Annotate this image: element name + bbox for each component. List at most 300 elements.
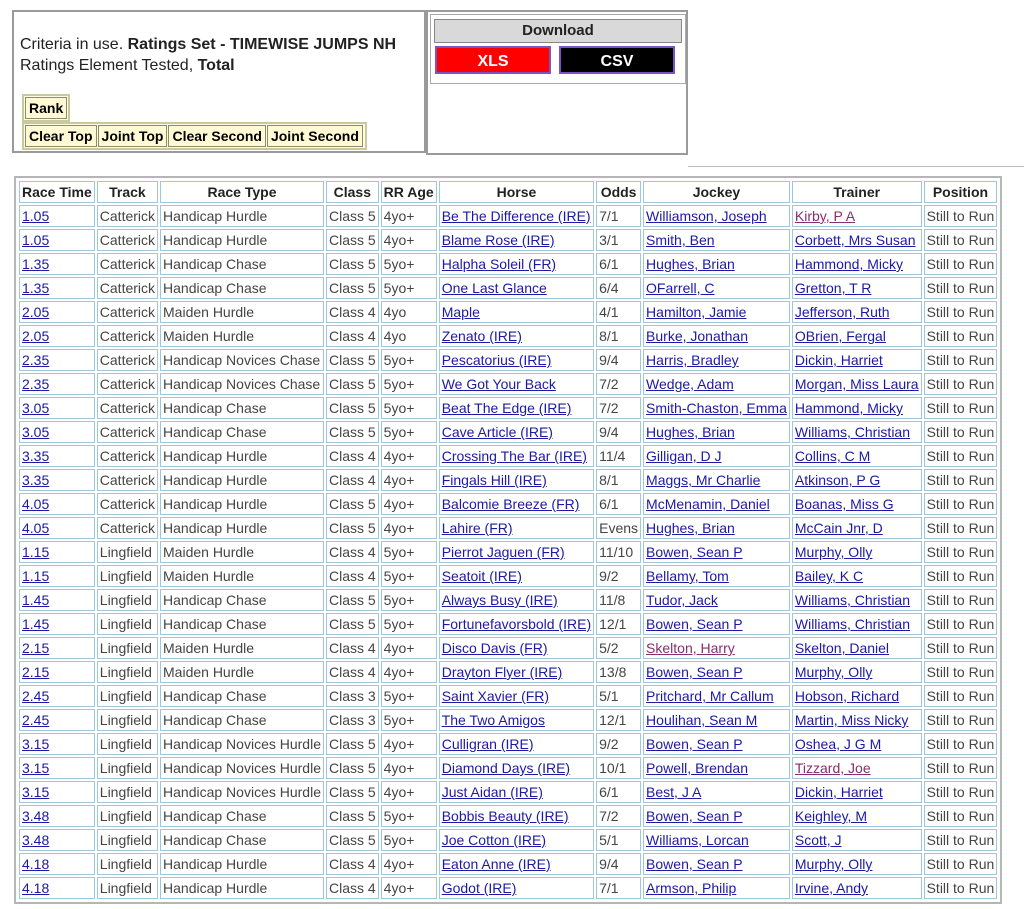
race-time-link[interactable]: 1.45 xyxy=(22,616,50,632)
race-type-cell: Handicap Hurdle xyxy=(160,853,324,875)
jockey-link[interactable]: Bowen, Sean P xyxy=(646,856,743,872)
horse-link[interactable]: Crossing The Bar (IRE) xyxy=(441,448,587,464)
horse-link[interactable]: Eaton Anne (IRE) xyxy=(441,856,551,872)
jockey-link[interactable]: Best, J A xyxy=(646,784,702,800)
trainer-link[interactable]: Gretton, T R xyxy=(794,280,872,296)
track-cell: Catterick xyxy=(97,253,158,275)
jockey-link[interactable]: Hughes, Brian xyxy=(646,256,735,272)
race-type-cell: Maiden Hurdle xyxy=(160,637,324,659)
download-title: Download xyxy=(434,19,682,43)
horse-link[interactable]: Halpha Soleil (FR) xyxy=(441,256,557,272)
jockey-link[interactable]: Bowen, Sean P xyxy=(646,736,743,752)
column-header-position: Position xyxy=(924,181,998,203)
odds-cell: 8/1 xyxy=(596,325,641,347)
horse-link[interactable]: Bobbis Beauty (IRE) xyxy=(441,808,569,824)
jockey-link[interactable]: Tudor, Jack xyxy=(646,592,718,608)
trainer-link[interactable]: Scott, J xyxy=(794,832,842,848)
horse-link[interactable]: The Two Amigos xyxy=(441,712,545,728)
jockey-link[interactable]: Bowen, Sean P xyxy=(646,544,743,560)
trainer-cell xyxy=(792,757,922,779)
trainer-link[interactable]: Atkinson, P G xyxy=(794,472,881,488)
race-type-cell: Maiden Hurdle xyxy=(160,301,324,323)
criteria-text xyxy=(20,34,396,76)
position-cell: Still to Run xyxy=(924,565,998,587)
race-time-cell xyxy=(19,229,95,251)
track-cell: Lingfield xyxy=(97,829,158,851)
race-time-cell xyxy=(19,829,95,851)
jockey-link[interactable]: McMenamin, Daniel xyxy=(646,496,770,512)
trainer-link[interactable]: Oshea, J G M xyxy=(794,736,882,752)
race-type-cell: Handicap Novices Hurdle xyxy=(160,781,324,803)
track-cell: Lingfield xyxy=(97,661,158,683)
race-type-cell: Handicap Chase xyxy=(160,709,324,731)
table-row xyxy=(19,205,997,227)
trainer-cell xyxy=(792,805,922,827)
jockey-link[interactable]: Burke, Jonathan xyxy=(646,328,749,344)
results-table xyxy=(17,179,999,901)
column-header-horse: Horse xyxy=(439,181,594,203)
jockey-cell xyxy=(643,421,790,443)
odds-cell: 7/2 xyxy=(596,397,641,419)
race-time-cell xyxy=(19,805,95,827)
trainer-link[interactable]: Irvine, Andy xyxy=(794,880,869,896)
race-time-link[interactable]: 3.48 xyxy=(22,808,50,824)
table-row xyxy=(19,445,997,467)
class-cell: Class 5 xyxy=(326,493,379,515)
horse-link[interactable]: Joe Cotton (IRE) xyxy=(441,832,546,848)
race-time-link[interactable]: 1.35 xyxy=(22,256,50,272)
horse-link[interactable]: Be The Difference (IRE) xyxy=(441,208,591,224)
table-row xyxy=(19,613,997,635)
rr-age-cell: 4yo xyxy=(381,325,437,347)
rr-age-cell: 4yo+ xyxy=(381,229,437,251)
rr-age-cell: 4yo+ xyxy=(381,517,437,539)
race-time-cell xyxy=(19,325,95,347)
jockey-link[interactable]: OFarrell, C xyxy=(646,280,715,296)
track-cell: Lingfield xyxy=(97,685,158,707)
position-cell: Still to Run xyxy=(924,277,998,299)
trainer-link[interactable]: Williams, Christian xyxy=(794,424,910,440)
horse-link[interactable]: Pescatorius (IRE) xyxy=(441,352,552,368)
horse-cell xyxy=(439,445,594,467)
race-time-cell xyxy=(19,277,95,299)
trainer-link[interactable]: Murphy, Olly xyxy=(794,856,873,872)
horse-link[interactable]: Seatoit (IRE) xyxy=(441,568,522,584)
trainer-link[interactable]: Hammond, Micky xyxy=(794,256,904,272)
race-type-cell: Handicap Hurdle xyxy=(160,445,324,467)
column-header-odds: Odds xyxy=(596,181,641,203)
jockey-link[interactable]: Hughes, Brian xyxy=(646,424,735,440)
horse-cell xyxy=(439,253,594,275)
horse-link[interactable]: Pierrot Jaguen (FR) xyxy=(441,544,565,560)
trainer-link[interactable]: Morgan, Miss Laura xyxy=(794,376,919,392)
odds-cell: 11/4 xyxy=(596,445,641,467)
table-row xyxy=(19,661,997,683)
horse-cell xyxy=(439,541,594,563)
jockey-link[interactable]: Hughes, Brian xyxy=(646,520,735,536)
trainer-link[interactable]: Collins, C M xyxy=(794,448,871,464)
race-type-cell: Handicap Chase xyxy=(160,805,324,827)
horse-cell xyxy=(439,733,594,755)
trainer-link[interactable]: Williams, Christian xyxy=(794,592,910,608)
trainer-link[interactable]: Boanas, Miss G xyxy=(794,496,894,512)
trainer-cell xyxy=(792,469,922,491)
race-time-link[interactable]: 4.05 xyxy=(22,520,50,536)
race-time-link[interactable]: 2.05 xyxy=(22,328,50,344)
jockey-link[interactable]: Armson, Philip xyxy=(646,880,737,896)
race-time-link[interactable]: 4.18 xyxy=(22,880,50,896)
race-type-cell: Handicap Chase xyxy=(160,685,324,707)
race-time-link[interactable]: 1.45 xyxy=(22,592,50,608)
track-cell: Catterick xyxy=(97,397,158,419)
jockey-cell xyxy=(643,661,790,683)
table-row xyxy=(19,853,997,875)
download-inner xyxy=(430,14,686,84)
table-row xyxy=(19,877,997,899)
table-row xyxy=(19,469,997,491)
race-time-cell xyxy=(19,757,95,779)
position-cell: Still to Run xyxy=(924,445,998,467)
odds-cell: 11/10 xyxy=(596,541,641,563)
position-cell: Still to Run xyxy=(924,829,998,851)
element-value: Total xyxy=(197,57,235,74)
jockey-cell xyxy=(643,445,790,467)
trainer-link[interactable]: Murphy, Olly xyxy=(794,544,873,560)
race-time-link[interactable]: 1.35 xyxy=(22,280,50,296)
track-cell: Lingfield xyxy=(97,565,158,587)
jockey-link[interactable]: Maggs, Mr Charlie xyxy=(646,472,761,488)
trainer-link[interactable]: OBrien, Fergal xyxy=(794,328,886,344)
jockey-link[interactable]: Pritchard, Mr Callum xyxy=(646,688,774,704)
jockey-cell xyxy=(643,205,790,227)
horse-link[interactable]: Fortunefavorsbold (IRE) xyxy=(441,616,592,632)
horse-link[interactable]: Beat The Edge (IRE) xyxy=(441,400,572,416)
rr-age-cell: 4yo+ xyxy=(381,877,437,899)
jockey-link[interactable]: Wedge, Adam xyxy=(646,376,734,392)
jockey-link[interactable]: Bellamy, Tom xyxy=(646,568,729,584)
position-cell: Still to Run xyxy=(924,373,998,395)
csv-download-button[interactable]: CSV xyxy=(559,46,675,74)
horse-link[interactable]: Zenato (IRE) xyxy=(441,328,522,344)
rr-age-cell: 5yo+ xyxy=(381,709,437,731)
trainer-link[interactable]: McCain Jnr, D xyxy=(794,520,883,536)
trainer-cell xyxy=(792,277,922,299)
track-cell: Catterick xyxy=(97,493,158,515)
position-cell: Still to Run xyxy=(924,205,998,227)
race-time-cell xyxy=(19,637,95,659)
race-time-cell xyxy=(19,877,95,899)
criteria-panel xyxy=(12,10,426,153)
race-time-cell xyxy=(19,781,95,803)
odds-cell: 10/1 xyxy=(596,757,641,779)
rr-age-cell: 5yo+ xyxy=(381,805,437,827)
jockey-cell xyxy=(643,493,790,515)
jockey-link[interactable]: Bowen, Sean P xyxy=(646,808,743,824)
horse-cell xyxy=(439,805,594,827)
trainer-link[interactable]: Jefferson, Ruth xyxy=(794,304,890,320)
position-cell: Still to Run xyxy=(924,637,998,659)
track-cell: Catterick xyxy=(97,277,158,299)
track-cell: Lingfield xyxy=(97,709,158,731)
table-header-row xyxy=(19,181,997,203)
race-time-link[interactable]: 2.15 xyxy=(22,664,50,680)
odds-cell: 7/2 xyxy=(596,805,641,827)
trainer-cell xyxy=(792,709,922,731)
trainer-link[interactable]: Dickin, Harriet xyxy=(794,352,883,368)
class-cell: Class 5 xyxy=(326,589,379,611)
jockey-link[interactable]: Gilligan, D J xyxy=(646,448,722,464)
trainer-cell xyxy=(792,253,922,275)
divider xyxy=(688,166,1024,167)
race-time-link[interactable]: 4.18 xyxy=(22,856,50,872)
jockey-link[interactable]: Powell, Brendan xyxy=(646,760,748,776)
jockey-cell xyxy=(643,253,790,275)
trainer-link[interactable]: Keighley, M xyxy=(794,808,867,824)
track-cell: Catterick xyxy=(97,421,158,443)
column-header-rr-age: RR Age xyxy=(381,181,437,203)
table-row xyxy=(19,781,997,803)
horse-link[interactable]: Drayton Flyer (IRE) xyxy=(441,664,563,680)
download-panel xyxy=(426,10,688,155)
jockey-link[interactable]: Hamilton, Jamie xyxy=(646,304,747,320)
race-time-link[interactable]: 3.35 xyxy=(22,448,50,464)
horse-cell xyxy=(439,589,594,611)
trainer-cell xyxy=(792,565,922,587)
position-cell: Still to Run xyxy=(924,877,998,899)
horse-link[interactable]: We Got Your Back xyxy=(441,376,556,392)
race-time-cell xyxy=(19,613,95,635)
trainer-link[interactable]: Hobson, Richard xyxy=(794,688,900,704)
horse-link[interactable]: Fingals Hill (IRE) xyxy=(441,472,547,488)
position-cell: Still to Run xyxy=(924,421,998,443)
odds-cell: 9/4 xyxy=(596,853,641,875)
class-cell: Class 5 xyxy=(326,229,379,251)
class-cell: Class 4 xyxy=(326,301,379,323)
class-cell: Class 5 xyxy=(326,349,379,371)
table-row xyxy=(19,397,997,419)
trainer-link[interactable]: Tizzard, Joe xyxy=(794,760,871,776)
column-header-jockey: Jockey xyxy=(643,181,790,203)
rr-age-cell: 5yo+ xyxy=(381,253,437,275)
odds-cell: 6/1 xyxy=(596,253,641,275)
rr-age-cell: 4yo+ xyxy=(381,205,437,227)
xls-download-button[interactable]: XLS xyxy=(435,46,551,74)
rr-age-cell: 4yo+ xyxy=(381,733,437,755)
ratings-set: Ratings Set - TIMEWISE JUMPS NH xyxy=(127,36,397,53)
jockey-cell xyxy=(643,541,790,563)
joint-second-button[interactable]: Joint Second xyxy=(267,125,363,147)
horse-cell xyxy=(439,661,594,683)
race-time-link[interactable]: 1.15 xyxy=(22,568,50,584)
race-time-link[interactable]: 1.05 xyxy=(22,232,50,248)
trainer-cell xyxy=(792,349,922,371)
race-time-link[interactable]: 2.45 xyxy=(22,688,50,704)
trainer-link[interactable]: Kirby, P A xyxy=(794,208,856,224)
rr-age-cell: 5yo+ xyxy=(381,685,437,707)
column-header-race-time: Race Time xyxy=(19,181,95,203)
odds-cell: 11/8 xyxy=(596,589,641,611)
race-type-cell: Handicap Chase xyxy=(160,421,324,443)
jockey-link[interactable]: Bowen, Sean P xyxy=(646,664,743,680)
trainer-cell xyxy=(792,421,922,443)
horse-link[interactable]: Blame Rose (IRE) xyxy=(441,232,555,248)
column-header-race-type: Race Type xyxy=(160,181,324,203)
horse-link[interactable]: Maple xyxy=(441,304,480,320)
race-time-link[interactable]: 2.05 xyxy=(22,304,50,320)
race-time-link[interactable]: 3.15 xyxy=(22,736,50,752)
position-cell: Still to Run xyxy=(924,541,998,563)
race-time-link[interactable]: 3.05 xyxy=(22,424,50,440)
trainer-link[interactable]: Bailey, K C xyxy=(794,568,864,584)
horse-link[interactable]: Cave Article (IRE) xyxy=(441,424,553,440)
horse-cell xyxy=(439,877,594,899)
position-cell: Still to Run xyxy=(924,229,998,251)
trainer-cell xyxy=(792,301,922,323)
race-time-cell xyxy=(19,733,95,755)
column-header-trainer: Trainer xyxy=(792,181,922,203)
position-cell: Still to Run xyxy=(924,325,998,347)
class-cell: Class 4 xyxy=(326,541,379,563)
race-time-link[interactable]: 3.05 xyxy=(22,400,50,416)
trainer-cell xyxy=(792,541,922,563)
horse-link[interactable]: Lahire (FR) xyxy=(441,520,513,536)
jockey-link[interactable]: Skelton, Harry xyxy=(646,640,735,656)
rr-age-cell: 4yo+ xyxy=(381,853,437,875)
trainer-cell xyxy=(792,733,922,755)
horse-link[interactable]: Saint Xavier (FR) xyxy=(441,688,550,704)
class-cell: Class 4 xyxy=(326,445,379,467)
position-cell: Still to Run xyxy=(924,493,998,515)
rr-age-cell: 4yo+ xyxy=(381,637,437,659)
track-cell: Lingfield xyxy=(97,757,158,779)
race-time-cell xyxy=(19,685,95,707)
trainer-cell xyxy=(792,589,922,611)
jockey-cell xyxy=(643,373,790,395)
race-type-cell: Maiden Hurdle xyxy=(160,661,324,683)
jockey-cell xyxy=(643,349,790,371)
odds-cell: 9/4 xyxy=(596,349,641,371)
jockey-link[interactable]: Harris, Bradley xyxy=(646,352,739,368)
track-cell: Lingfield xyxy=(97,781,158,803)
horse-cell xyxy=(439,709,594,731)
jockey-cell xyxy=(643,301,790,323)
jockey-link[interactable]: Williams, Lorcan xyxy=(646,832,749,848)
trainer-link[interactable]: Skelton, Daniel xyxy=(794,640,890,656)
odds-cell: 3/1 xyxy=(596,229,641,251)
horse-link[interactable]: Culligran (IRE) xyxy=(441,736,534,752)
position-cell: Still to Run xyxy=(924,805,998,827)
track-cell: Catterick xyxy=(97,349,158,371)
odds-cell: 5/1 xyxy=(596,685,641,707)
jockey-cell xyxy=(643,877,790,899)
jockey-link[interactable]: Smith, Ben xyxy=(646,232,715,248)
race-time-link[interactable]: 1.15 xyxy=(22,544,50,560)
jockey-link[interactable]: Bowen, Sean P xyxy=(646,616,743,632)
class-cell: Class 4 xyxy=(326,565,379,587)
jockey-cell xyxy=(643,829,790,851)
trainer-cell xyxy=(792,613,922,635)
clear-second-button[interactable]: Clear Second xyxy=(168,125,265,147)
rr-age-cell: 4yo+ xyxy=(381,781,437,803)
table-row xyxy=(19,709,997,731)
position-cell: Still to Run xyxy=(924,301,998,323)
horse-cell xyxy=(439,325,594,347)
jockey-link[interactable]: Smith-Chaston, Emma xyxy=(646,400,787,416)
horse-cell xyxy=(439,613,594,635)
jockey-link[interactable]: Houlihan, Sean M xyxy=(646,712,758,728)
position-cell: Still to Run xyxy=(924,469,998,491)
race-time-cell xyxy=(19,373,95,395)
joint-top-button[interactable]: Joint Top xyxy=(98,125,168,147)
trainer-link[interactable]: Williams, Christian xyxy=(794,616,910,632)
column-header-track: Track xyxy=(97,181,158,203)
horse-cell xyxy=(439,349,594,371)
horse-cell xyxy=(439,373,594,395)
odds-cell: Evens xyxy=(596,517,641,539)
clear-top-button[interactable]: Clear Top xyxy=(25,125,97,147)
trainer-link[interactable]: Martin, Miss Nicky xyxy=(794,712,909,728)
position-cell: Still to Run xyxy=(924,853,998,875)
table-row xyxy=(19,541,997,563)
track-cell: Catterick xyxy=(97,229,158,251)
class-cell: Class 5 xyxy=(326,781,379,803)
trainer-link[interactable]: Hammond, Micky xyxy=(794,400,904,416)
horse-link[interactable]: One Last Glance xyxy=(441,280,547,296)
race-type-cell: Handicap Chase xyxy=(160,613,324,635)
race-time-link[interactable]: 2.35 xyxy=(22,352,50,368)
race-time-link[interactable]: 3.35 xyxy=(22,472,50,488)
trainer-link[interactable]: Corbett, Mrs Susan xyxy=(794,232,916,248)
trainer-link[interactable]: Murphy, Olly xyxy=(794,664,873,680)
race-time-link[interactable]: 1.05 xyxy=(22,208,50,224)
track-cell: Catterick xyxy=(97,445,158,467)
trainer-cell xyxy=(792,685,922,707)
race-time-link[interactable]: 2.35 xyxy=(22,376,50,392)
race-time-link[interactable]: 3.15 xyxy=(22,760,50,776)
trainer-cell xyxy=(792,373,922,395)
position-cell: Still to Run xyxy=(924,397,998,419)
rank-button[interactable]: Rank xyxy=(25,97,67,119)
race-time-link[interactable]: 2.45 xyxy=(22,712,50,728)
race-type-cell: Handicap Chase xyxy=(160,589,324,611)
jockey-cell xyxy=(643,589,790,611)
class-cell: Class 4 xyxy=(326,877,379,899)
race-time-cell xyxy=(19,397,95,419)
jockey-cell xyxy=(643,637,790,659)
rr-age-cell: 4yo+ xyxy=(381,469,437,491)
horse-link[interactable]: Always Busy (IRE) xyxy=(441,592,558,608)
horse-link[interactable]: Just Aidan (IRE) xyxy=(441,784,543,800)
jockey-link[interactable]: Williamson, Joseph xyxy=(646,208,767,224)
jockey-cell xyxy=(643,325,790,347)
track-cell: Catterick xyxy=(97,325,158,347)
trainer-link[interactable]: Dickin, Harriet xyxy=(794,784,883,800)
race-time-link[interactable]: 2.15 xyxy=(22,640,50,656)
table-row xyxy=(19,301,997,323)
rr-age-cell: 4yo+ xyxy=(381,661,437,683)
horse-link[interactable]: Diamond Days (IRE) xyxy=(441,760,571,776)
horse-link[interactable]: Balcomie Breeze (FR) xyxy=(441,496,580,512)
trainer-cell xyxy=(792,229,922,251)
trainer-cell xyxy=(792,877,922,899)
horse-cell xyxy=(439,565,594,587)
horse-link[interactable]: Godot (IRE) xyxy=(441,880,517,896)
horse-link[interactable]: Disco Davis (FR) xyxy=(441,640,548,656)
track-cell: Catterick xyxy=(97,301,158,323)
race-time-link[interactable]: 3.48 xyxy=(22,832,50,848)
race-time-link[interactable]: 4.05 xyxy=(22,496,50,512)
race-time-link[interactable]: 3.15 xyxy=(22,784,50,800)
